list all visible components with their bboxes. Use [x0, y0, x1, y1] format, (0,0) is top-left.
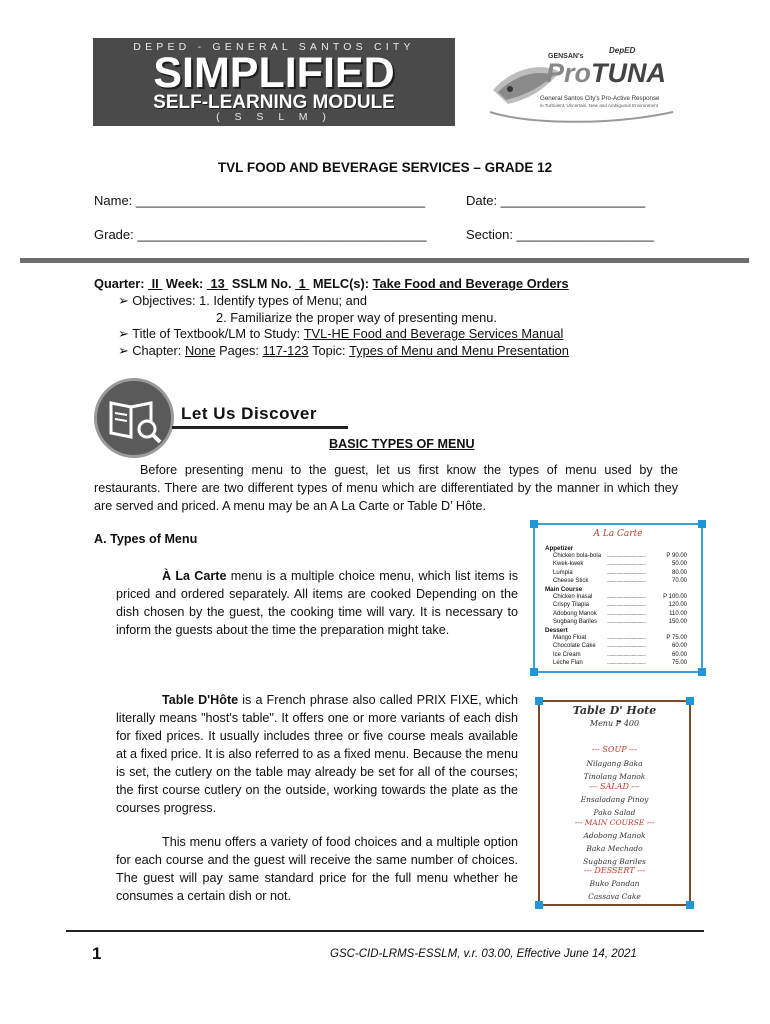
- logo-subtagline: in Turbulent, Uncertain, New and Ambiguous Environment: [540, 103, 658, 108]
- alc-menu-item: [553, 660, 687, 666]
- alc-item-name: Ice Cream: [553, 651, 581, 658]
- alc-item-price: 150.00: [668, 618, 687, 625]
- melc-label: MELC(s):: [312, 276, 370, 291]
- alc-item-name: Leche Flan: [553, 659, 583, 666]
- sslm-value: 1: [295, 276, 310, 291]
- leader-dots: .................................: [607, 643, 646, 650]
- textbook-item: [118, 326, 563, 342]
- logo-tuna: TUNA: [591, 58, 667, 88]
- topic-value: Types of Menu and Menu Presentation: [349, 343, 569, 358]
- melc-value: Take Food and Beverage Orders: [372, 276, 569, 291]
- logo-protuna: [546, 58, 666, 89]
- resize-handle[interactable]: [530, 520, 538, 528]
- chapter-item: [118, 343, 569, 359]
- alc-item-name: Kwek-kwek: [553, 561, 584, 568]
- pages-value: 117-123: [262, 343, 309, 358]
- resize-handle[interactable]: [686, 901, 694, 909]
- leader-dots: .................................: [607, 610, 646, 617]
- alc-menu-item: [553, 619, 687, 625]
- tdh-paragraph-2: This menu offers a variety of food choices and a multiple option for each course and the guest will receive the same number of choices. The guest will pay same standard price for the full menu whether he consumes a certain dish or not.: [116, 835, 518, 903]
- logo-pro: Pro: [546, 58, 592, 88]
- alc-menu-item: [553, 652, 687, 658]
- pages-label: Pages:: [219, 343, 259, 358]
- arrow-bullet-icon: ➢: [118, 293, 133, 308]
- leader-dots: .................................: [607, 651, 646, 658]
- objectives-item: [118, 293, 367, 309]
- chapter-value: None: [184, 343, 216, 358]
- a-la-carte-menu-image: [533, 523, 703, 673]
- tdh-main-1: Adobong Manok: [583, 831, 646, 840]
- alc-item-name: Chocolate Cake: [553, 643, 596, 650]
- tdh-text: is a French phrase also called PRIX FIXE, which literally means "host's table". It offers one or more variants of each dish for fixed prices. It usually includes three or five course meals available at a fixed price. It is also referred to as a fixed menu. Because the menu is set, the cutlery on the table may already be set for all of the courses; the first course cutlery on the outside, working towards the plate as the courses progress.: [116, 693, 518, 815]
- alc-item-price: 110.00: [669, 610, 687, 617]
- banner-bottom-text: ( S S L M ): [216, 111, 332, 123]
- alc-section-dessert: Dessert: [545, 627, 568, 634]
- banner-title: SIMPLIFIED: [153, 49, 395, 97]
- quarter-line: [94, 276, 569, 291]
- table-d-hote-menu-image: [538, 700, 691, 906]
- tdh-soup-header: --- SOUP ---: [591, 745, 638, 754]
- leader-dots: .................................: [607, 659, 646, 666]
- alc-paragraph: [116, 567, 518, 639]
- logo-deped: DepED: [609, 46, 636, 55]
- alc-item-name: Chicken bola-bola: [553, 553, 602, 560]
- resize-handle[interactable]: [535, 901, 543, 909]
- alc-menu-item: [553, 594, 687, 600]
- alc-item-name: Crispy Tilapia: [553, 602, 590, 609]
- header-divider: [20, 258, 749, 263]
- alc-card-title: A La Carte: [593, 529, 643, 539]
- alc-menu-item: [553, 643, 687, 649]
- arrow-bullet-icon: ➢: [118, 343, 133, 358]
- alc-term: À La Carte: [162, 569, 227, 583]
- section-field[interactable]: Section: ___________________: [466, 227, 654, 242]
- alc-item-price: 50.00: [671, 561, 687, 568]
- page-number: 1: [92, 944, 102, 963]
- name-field[interactable]: Name: ________________________________________: [94, 193, 426, 208]
- logo-gensan: GENSAN's: [548, 53, 584, 60]
- resize-handle[interactable]: [530, 668, 538, 676]
- banner-subtitle: SELF-LEARNING MODULE: [153, 92, 395, 113]
- sslm-banner: [93, 38, 455, 126]
- alc-section-appetizer: Appetizer: [545, 545, 574, 552]
- alc-menu-item: [553, 635, 687, 641]
- alc-section-main-course: Main Course: [545, 586, 583, 593]
- quarter-value: II: [148, 276, 163, 291]
- alc-item-price: 60.00: [671, 643, 687, 650]
- topic-label: Topic:: [312, 343, 346, 358]
- textbook-value: TVL-HE Food and Beverage Services Manual: [303, 326, 564, 341]
- alc-item-name: Cheese Stick: [553, 577, 589, 584]
- leader-dots: .................................: [607, 602, 646, 609]
- alc-item-price: 75.00: [671, 659, 687, 666]
- alc-item-price: 80.00: [671, 569, 687, 576]
- tdh-paragraph: [116, 691, 518, 817]
- discover-icon: [94, 378, 174, 458]
- tdh-card-price: Menu ₱ 400: [589, 719, 640, 728]
- tdh-main-3: Sugbang Bariles: [583, 857, 646, 866]
- objective-1: Objectives: 1. Identify types of Menu; and: [132, 293, 368, 308]
- leader-dots: .................................: [607, 618, 646, 625]
- alc-menu-item: [553, 611, 687, 617]
- objective-2: 2. Familiarize the proper way of presenting menu.: [216, 310, 497, 325]
- tdh-card-title: Table D' Hote: [572, 704, 657, 717]
- week-value: 13: [206, 276, 229, 291]
- resize-handle[interactable]: [698, 668, 706, 676]
- date-field[interactable]: Date: ____________________: [466, 193, 646, 208]
- alc-menu-item: [553, 553, 687, 559]
- alc-item-name: Lumpia: [553, 569, 573, 576]
- leader-dots: .................................: [607, 561, 646, 568]
- alc-item-name: Sugbang Bariles: [553, 618, 598, 625]
- chapter-label: Chapter:: [132, 343, 182, 358]
- tdh-soup-1: Nilagang Baka: [586, 759, 643, 768]
- tdh-term: Table D'Hôte: [162, 693, 239, 707]
- discover-underline: [172, 426, 348, 429]
- alc-menu-item: [553, 561, 687, 567]
- banner-top-text: DEPED - GENERAL SANTOS CITY: [133, 41, 415, 53]
- alc-menu-item: [553, 570, 687, 576]
- alc-text: menu is a multiple choice menu, which list items is priced and ordered separately. All items are cooked Depending on the dish chosen by the guest, the cooking time will vary. It is necessary to inform the guests about the time the preparation might take.: [116, 569, 518, 637]
- alc-item-name: Adobong Manok: [553, 610, 597, 617]
- alc-item-price: 70.00: [671, 577, 687, 584]
- alc-menu-item: [553, 578, 687, 584]
- intro-paragraph: Before presenting menu to the guest, let us first know the types of menu used by the restaurants. There are two different types of menu which are differentiated by the manner in which they are served and priced. A menu may be an A La Carte or Table D’ Hôte.: [94, 463, 678, 513]
- arrow-bullet-icon: ➢: [118, 326, 133, 341]
- tdh-dessert-header: --- DESSERT ---: [583, 866, 646, 875]
- tdh-main-header: --- MAIN COURSE ---: [574, 818, 655, 827]
- alc-item-price: P 75.00: [666, 635, 687, 642]
- tdh-salad-header: --- SALAD ---: [589, 782, 640, 791]
- leader-dots: .................................: [607, 635, 646, 642]
- sslm-label: SSLM No.: [231, 276, 292, 291]
- alc-item-name: Mango Float: [553, 635, 587, 642]
- module-title: TVL FOOD AND BEVERAGE SERVICES – GRADE 12: [217, 160, 553, 175]
- section-heading: BASIC TYPES OF MENU: [329, 437, 475, 451]
- tdh-dessert-2: Cassava Cake: [588, 892, 641, 901]
- quarter-label: Quarter:: [94, 276, 145, 291]
- types-heading: A. Types of Menu: [94, 532, 198, 546]
- week-label: Week:: [165, 276, 204, 291]
- resize-handle[interactable]: [698, 520, 706, 528]
- tdh-soup-2: Tinolang Manok: [583, 772, 646, 781]
- footer-code: GSC-CID-LRMS-ESSLM, v.r. 03.00, Effective June 14, 2021: [330, 948, 637, 960]
- footer-divider: [66, 930, 704, 932]
- alc-menu-item: [553, 602, 687, 608]
- leader-dots: .................................: [607, 569, 646, 576]
- alc-item-price: 60.00: [671, 651, 687, 658]
- tdh-salad-2: Pako Salad: [593, 808, 636, 817]
- leader-dots: .................................: [607, 553, 646, 560]
- leader-dots: .................................: [607, 577, 646, 584]
- tdh-dessert-1: Buko Pandan: [589, 879, 640, 888]
- alc-item-name: Chicken Inasal: [553, 594, 593, 601]
- alc-item-price: P 100.00: [663, 594, 687, 601]
- protuna-logo: [488, 42, 678, 130]
- discover-label: Let Us Discover: [181, 404, 317, 423]
- tdh-salad-1: Ensaladang Pinoy: [580, 795, 649, 804]
- leader-dots: .................................: [607, 594, 646, 601]
- tdh-main-2: Baka Mechado: [586, 844, 643, 853]
- textbook-label: Title of Textbook/LM to Study:: [132, 326, 301, 341]
- grade-field[interactable]: Grade: ________________________________________: [94, 227, 427, 242]
- alc-item-price: P 90.00: [666, 553, 687, 560]
- logo-tagline: General Santos City's Pro-Active Response: [540, 95, 660, 102]
- alc-item-price: 120.00: [668, 602, 687, 609]
